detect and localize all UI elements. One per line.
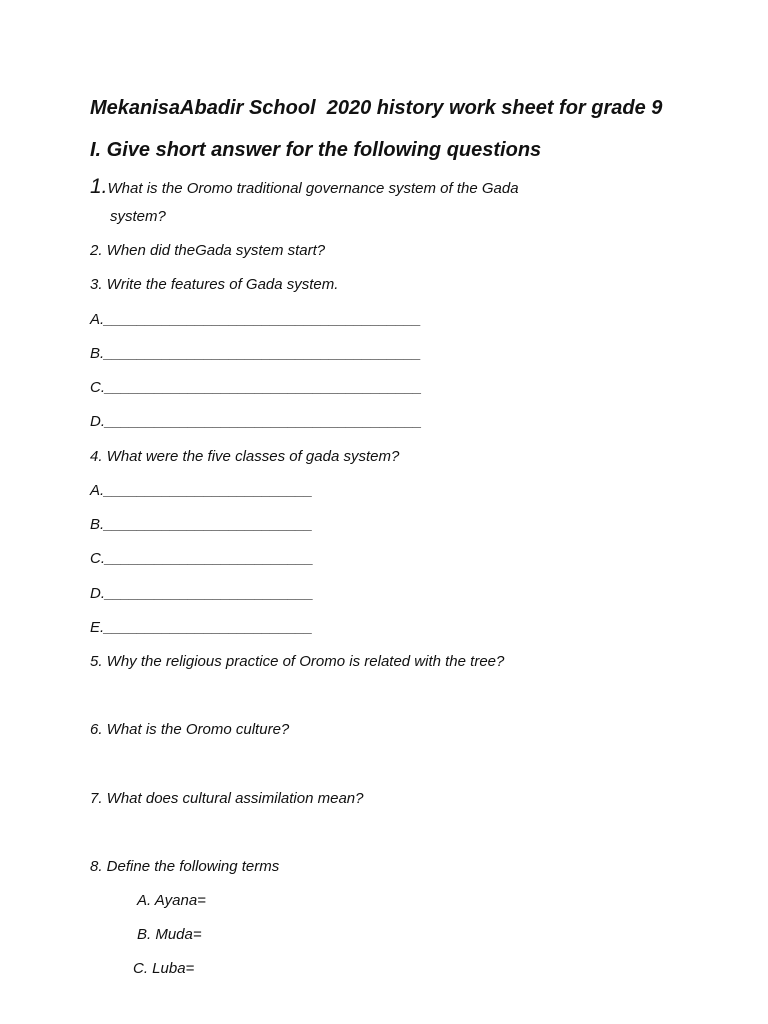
question-1-continuation: system? [110,208,166,225]
question-5: 5. Why the religious practice of Oromo is related with the tree? [90,653,505,670]
question-1-text: What is the Oromo traditional governance system of the Gada [107,180,519,197]
section-instruction: I. Give short answer for the following questions [90,139,542,161]
term-luba: C. Luba= [133,960,195,977]
answer-blank-4b[interactable]: B._________________________ [90,516,313,533]
answer-blank-4e[interactable]: E._________________________ [90,619,313,636]
answer-blank-3d[interactable]: D.______________________________________ [90,413,423,430]
question-2: 2. When did theGada system start? [90,242,326,259]
question-1-number: 1. [90,175,108,198]
answer-blank-3a[interactable]: A.______________________________________ [90,311,422,328]
question-8: 8. Define the following terms [90,858,280,875]
answer-blank-4d[interactable]: D._________________________ [90,585,314,602]
answer-blank-4c[interactable]: C._________________________ [90,550,314,567]
worksheet-title: MekanisaAbadir School 2020 history work sheet for grade 9 [90,97,663,119]
term-ayana: A. Ayana= [137,892,206,909]
question-1 [90,175,519,198]
question-4: 4. What were the five classes of gada system? [90,448,400,465]
answer-blank-4a[interactable]: A._________________________ [90,482,313,499]
question-6: 6. What is the Oromo culture? [90,721,290,738]
answer-blank-3b[interactable]: B.______________________________________ [90,345,422,362]
term-muda: B. Muda= [137,926,202,943]
question-7: 7. What does cultural assimilation mean? [90,790,364,807]
question-3: 3. Write the features of Gada system. [90,276,339,293]
answer-blank-3c[interactable]: C.______________________________________ [90,379,423,396]
